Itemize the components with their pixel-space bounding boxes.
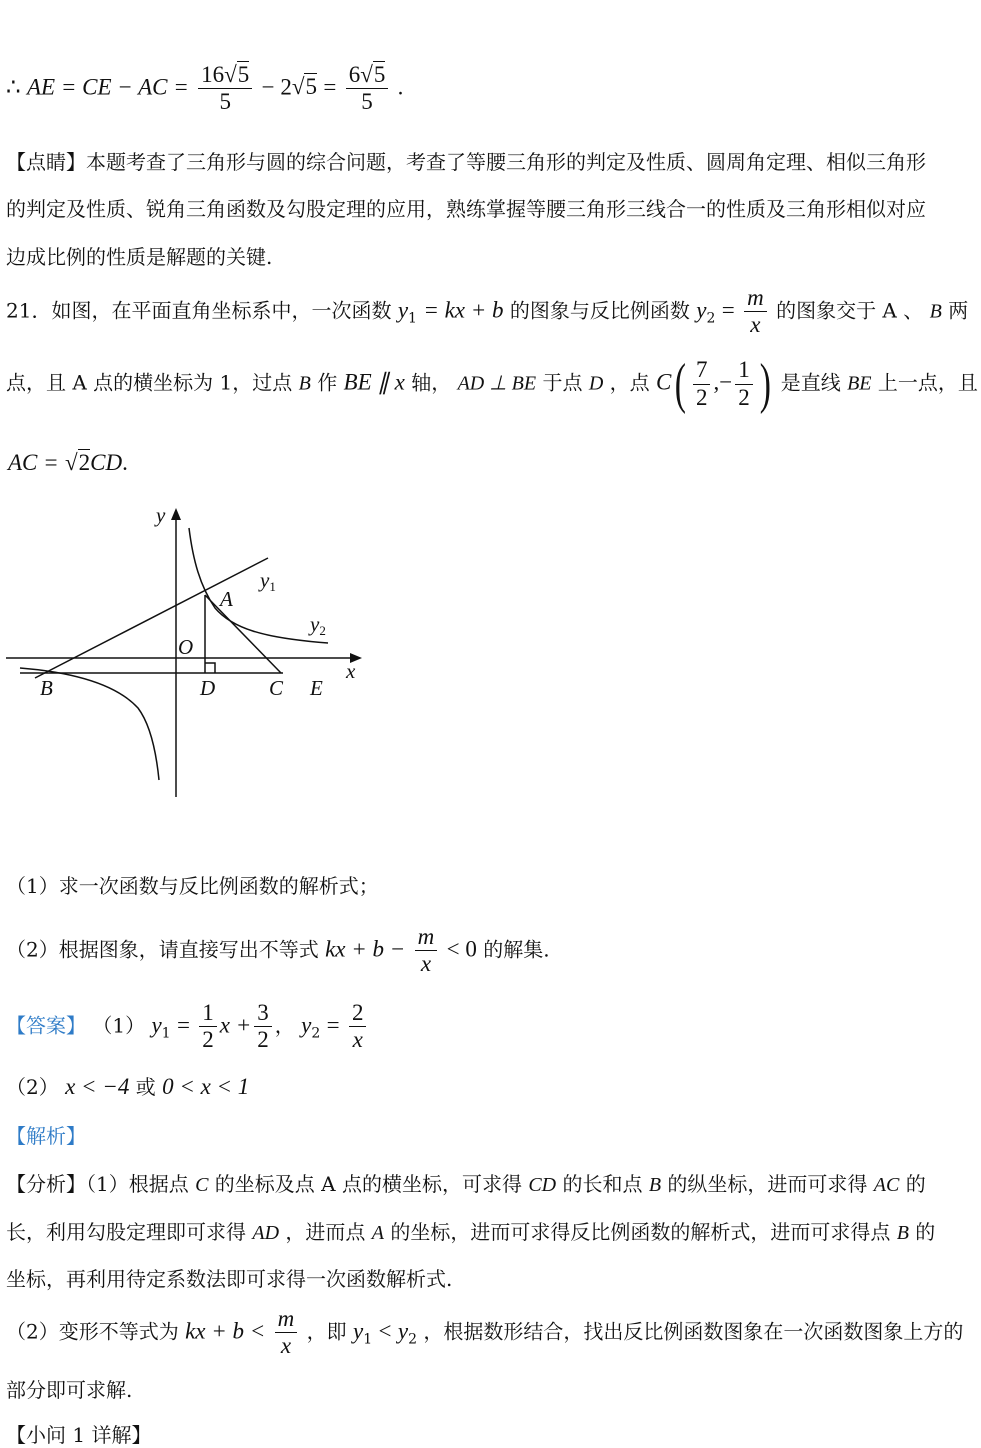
be-parallel-x: BE ∥ x (343, 369, 405, 395)
less-than-zero: < 0 (446, 936, 477, 962)
hyperbola-branch-right (189, 528, 328, 643)
point-b: B (648, 1174, 662, 1196)
part2-line-1 (6, 1306, 963, 1360)
segment-cd: CD (528, 1174, 557, 1196)
q21-text-e: 点，且 A 点的横坐标为 1，过点 (6, 370, 293, 395)
label-c: C (269, 676, 284, 700)
frac-den: x (352, 1027, 363, 1053)
q21-text-d: 两 (948, 298, 969, 323)
line-be: BE (847, 372, 872, 395)
y1-symbol: y (353, 1318, 364, 1344)
fenxi-text: 长，利用勾股定理即可求得 (6, 1220, 246, 1244)
frac-den: 2 (202, 1027, 214, 1053)
minus-term: − 2 (261, 74, 292, 100)
frac-den: 5 (361, 89, 373, 115)
label-y1: y1 (260, 568, 276, 594)
label-a: A (220, 587, 233, 611)
q21-text-g: 轴， (411, 370, 452, 395)
point-d: D (588, 372, 604, 395)
frac-num-int: 16 (201, 62, 225, 87)
frac-num: 1 (199, 1000, 217, 1027)
frac-num: 3 (254, 1000, 272, 1027)
segment-ad: AD (252, 1222, 280, 1244)
line-y1 (35, 558, 268, 678)
frac-num: m (744, 285, 767, 312)
period: . (397, 74, 404, 100)
fenxi-text: 【分析】（1）根据点 (6, 1172, 189, 1196)
inequality-expr: kx + b < (185, 1318, 266, 1344)
cd-term: CD (90, 450, 123, 475)
frac-den: 2 (257, 1027, 269, 1053)
coordinate-figure (0, 500, 380, 810)
part2-text: ，即 (306, 1319, 347, 1344)
range-2: 0 < x < 1 (162, 1074, 250, 1099)
period: . (122, 450, 128, 475)
y2-symbol: y (301, 1012, 312, 1038)
point-c: C (195, 1174, 209, 1196)
frac-den: 5 (219, 89, 231, 115)
fenxi-line-3: 坐标，再利用待定系数法即可求得一次函数解析式. (6, 1267, 453, 1291)
equals: = (326, 1012, 340, 1038)
y2-symbol: y (397, 1318, 409, 1344)
y1-symbol: y (151, 1012, 162, 1038)
fraction-m-over-x (415, 924, 438, 978)
fenxi-line-2 (6, 1216, 935, 1245)
segment-ac: AC (873, 1174, 900, 1196)
x-plus: x + (219, 1012, 252, 1038)
fenxi-line-1 (6, 1168, 926, 1197)
fenxi-text: 的 (915, 1220, 936, 1244)
fraction-2-over-x (349, 1000, 367, 1054)
right-paren: ) (759, 353, 771, 415)
q21-line-1 (6, 285, 968, 339)
less-than: < (378, 1318, 392, 1344)
label-e: E (310, 676, 323, 700)
fenxi-text: 的纵坐标，进而可求得 (667, 1172, 868, 1196)
frac-num: m (415, 924, 438, 951)
sqrt-radicand: 2 (78, 450, 91, 475)
y1-subscript: 1 (363, 1331, 373, 1348)
fraction-1-over-2 (735, 357, 753, 411)
frac-den: 2 (695, 384, 708, 410)
answer-part-1 (6, 1000, 369, 1054)
segment-ac (205, 595, 281, 673)
frac-num: 7 (693, 357, 711, 384)
q21-line-2 (6, 352, 978, 416)
fenxi-text: 的坐标及点 A 点的横坐标，可求得 (214, 1172, 522, 1196)
y1-subscript: 1 (408, 310, 417, 327)
fenxi-text: 的 (905, 1172, 926, 1196)
label-x: x (346, 659, 356, 683)
separator: ， (274, 1013, 295, 1038)
equals: = (323, 74, 337, 100)
frac-num: 2 (349, 1000, 367, 1027)
range-1: x < −4 (65, 1074, 130, 1099)
frac-num-rad: 5 (237, 62, 250, 87)
y2-subscript: 2 (706, 310, 716, 327)
sub-question-2 (6, 924, 550, 978)
dianjing-line-3: 边成比例的性质是解题的关键. (6, 245, 273, 269)
fraction-m-over-x (275, 1306, 298, 1360)
answer-index-1: （1） (92, 1013, 146, 1038)
dianjing-line-2: 的判定及性质、锐角三角函数及勾股定理的应用，熟练掌握等腰三角形三线合一的性质及三角形相似对应 (6, 197, 926, 221)
fraction-16sqrt5-over-5: $\frac{16√5}{5}$ (198, 62, 252, 116)
q21-line-3: AC = √2CD. (8, 450, 128, 475)
equals: = (721, 297, 735, 323)
y1-symbol: y (397, 297, 409, 323)
sub-q2-text-a: （2）根据图象，请直接写出不等式 (6, 937, 319, 962)
inequality-expr: kx + b − (325, 936, 406, 962)
label-d: D (200, 676, 216, 700)
minus-term-rad: 5 (305, 74, 317, 100)
y2-subscript: 2 (408, 1331, 417, 1348)
point-b: B (896, 1222, 909, 1244)
frac-num: m (275, 1306, 298, 1333)
therefore-symbol: ∴ (6, 74, 21, 100)
q21-text-c: 的图象交于 A 、 (776, 298, 924, 323)
ad-perp-be: AD ⊥ BE (457, 372, 537, 395)
dianjing-line-1: 【点睛】本题考查了三角形与圆的综合问题，考查了等腰三角形的判定及性质、圆周角定理、相似三角形 (6, 150, 926, 174)
fenxi-text: 的长和点 (562, 1172, 643, 1196)
sub-question-1: （1）求一次函数与反比例函数的解析式； (6, 874, 379, 898)
xiaowen-1-tag: 【小问 1 详解】 (6, 1423, 152, 1447)
frac-den: x (280, 1333, 292, 1359)
answer-tag: 【答案】 (6, 1013, 86, 1038)
y2-subscript: 2 (311, 1025, 321, 1042)
fenxi-text: 的坐标，进而可求得反比例函数的解析式，进而可求得点 (390, 1220, 891, 1244)
fraction-6sqrt5-over-5: $\frac{6√5}{5}$ (346, 62, 389, 116)
right-angle-mark (205, 663, 215, 673)
point-c: C (655, 369, 672, 395)
fraction-m-over-x (744, 285, 767, 339)
label-y: y (156, 503, 166, 527)
linear-expr: = kx + b (423, 297, 504, 323)
part2-text: ，根据数形结合，找出反比例函数图象在一次函数图象上方的 (423, 1319, 964, 1344)
part2-text: （2）变形不等式为 (6, 1319, 179, 1344)
point-b: B (929, 300, 942, 323)
or-word: 或 (135, 1075, 156, 1099)
sub-q2-text-b: 的解集. (483, 937, 550, 962)
jiexi-tag: 【解析】 (6, 1124, 86, 1148)
fraction-1-over-2 (199, 1000, 217, 1054)
part2-line-2: 部分即可求解. (6, 1378, 133, 1402)
q21-text-j: 是直线 (780, 370, 841, 395)
equals: = (176, 1012, 190, 1038)
formula-ae: ∴ AE = CE − AC = $\frac{16√5}{5}$ − 2√5 = $\frac{6√5}{5}$ . (6, 62, 404, 115)
fraction-3-over-2 (254, 1000, 272, 1054)
y-axis-arrow (171, 508, 181, 520)
q21-text-i: ，点 (609, 370, 650, 395)
q21-text-f: 作 (317, 370, 338, 395)
q21-text-a: 21．如图，在平面直角坐标系中，一次函数 (6, 298, 392, 323)
frac-num-rad: 5 (373, 62, 386, 87)
ac-equals: AC = (8, 450, 59, 475)
comma-minus: ,− (713, 369, 733, 395)
label-b: B (40, 676, 53, 700)
q21-text-b: 的图象与反比例函数 (509, 298, 690, 323)
frac-num-int: 6 (348, 62, 361, 87)
q21-text-h: 于点 (542, 370, 583, 395)
left-paren: ( (675, 353, 687, 415)
fenxi-text: ，进而点 (285, 1220, 366, 1244)
q21-text-k: 上一点，且 (877, 370, 978, 395)
frac-den: x (750, 312, 761, 338)
frac-den: x (420, 951, 432, 977)
point-a: A (371, 1222, 384, 1244)
formula-lhs: AE = CE − AC = (27, 74, 189, 100)
frac-den: 2 (738, 384, 750, 410)
answer-part-2 (6, 1071, 249, 1100)
fraction-7-over-2 (693, 357, 711, 411)
point-b: B (298, 372, 311, 395)
frac-num: 1 (735, 357, 753, 384)
label-o: O (178, 635, 194, 659)
answer-index-2: （2） (6, 1075, 59, 1099)
y2-symbol: y (696, 297, 707, 323)
y1-subscript: 1 (161, 1025, 171, 1042)
label-y2: y2 (310, 612, 326, 638)
